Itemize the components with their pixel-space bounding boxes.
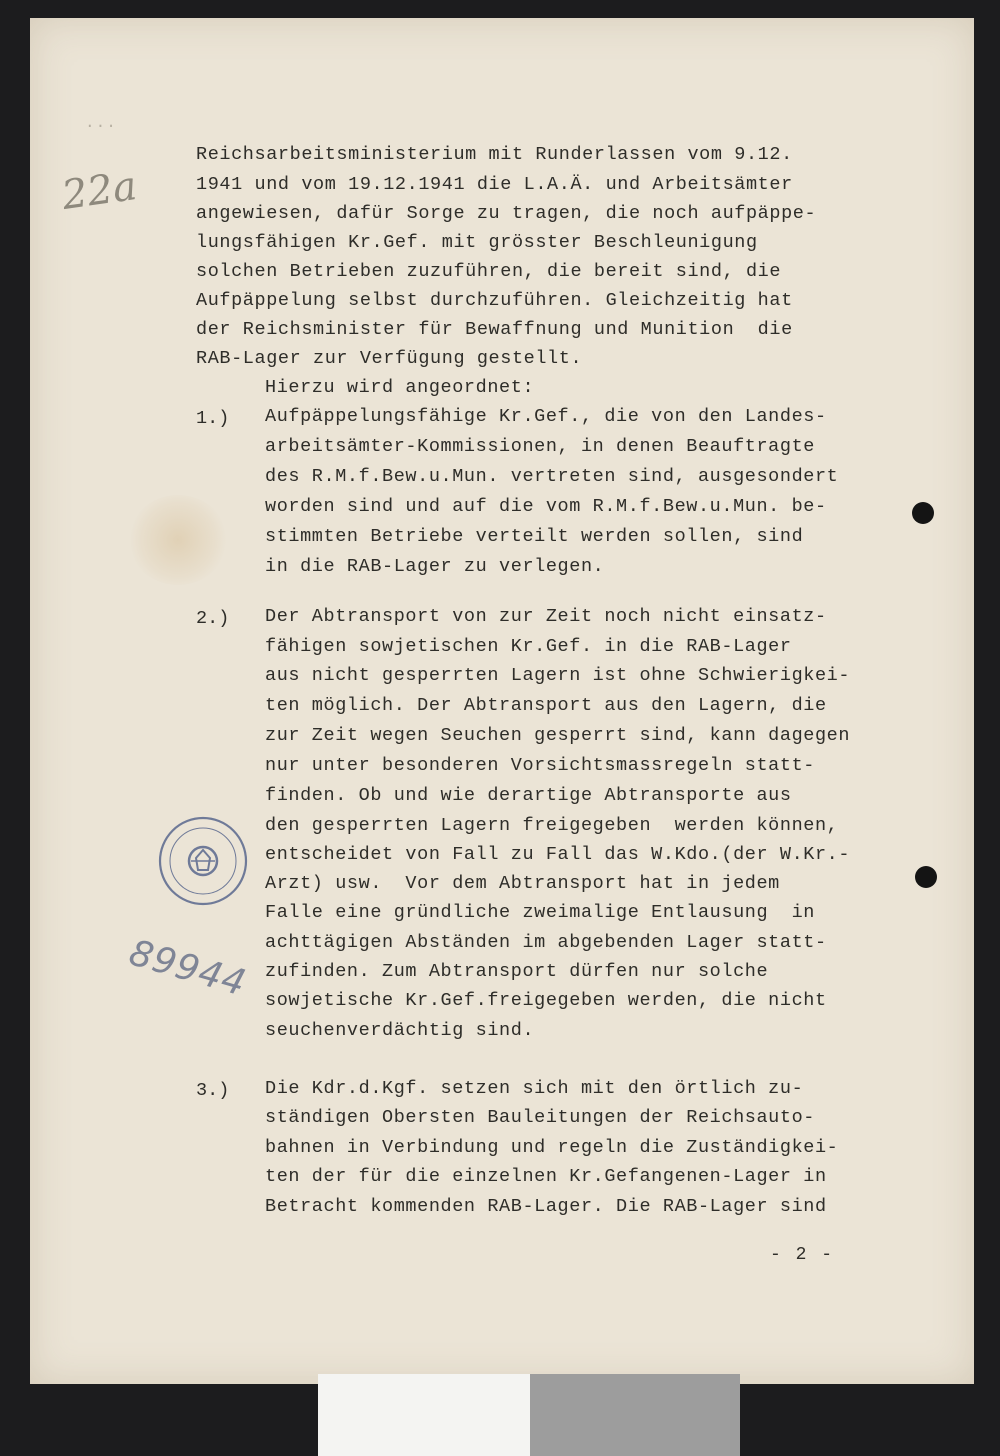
- item-line: Der Abtransport von zur Zeit noch nicht einsatz-: [265, 606, 827, 627]
- item-line: den gesperrten Lagern freigegeben werden können,: [265, 815, 839, 836]
- intro-line: solchen Betrieben zuzuführen, die bereit sind, die: [196, 261, 782, 282]
- intro-line: RAB-Lager zur Verfügung gestellt.: [196, 348, 583, 369]
- item-line: Die Kdr.d.Kgf. setzen sich mit den örtlich zu-: [265, 1078, 804, 1099]
- intro-line: 1941 und vom 19.12.1941 die L.A.Ä. und Arbeitsämter: [196, 174, 793, 195]
- item-line: aus nicht gesperrten Lagern ist ohne Schwierigkei-: [265, 665, 851, 686]
- item-line: Arzt) usw. Vor dem Abtransport hat in jedem: [265, 873, 780, 894]
- item-line: ten der für die einzelnen Kr.Gefangenen-Lager in: [265, 1166, 827, 1187]
- archive-stamp: [156, 814, 250, 908]
- intro-line: angewiesen, dafür Sorge zu tragen, die noch aufpäppe-: [196, 203, 817, 224]
- item-line: Aufpäppelungsfähige Kr.Gef., die von den Landes-: [265, 406, 827, 427]
- item-number: 2.): [196, 608, 230, 629]
- item-line: fähigen sowjetischen Kr.Gef. in die RAB-Lager: [265, 636, 792, 657]
- item-line: finden. Ob und wie derartige Abtransporte aus: [265, 785, 792, 806]
- handwritten-archive-number: 89944: [124, 932, 251, 1005]
- item-line: Falle eine gründliche zweimalige Entlausung in: [265, 902, 815, 923]
- item-line: entscheidet von Fall zu Fall das W.Kdo.(der W.Kr.-: [265, 844, 851, 865]
- intro-line: der Reichsminister für Bewaffnung und Munition die: [196, 319, 793, 340]
- scan-calibration-white: [318, 1374, 530, 1456]
- item-line: zur Zeit wegen Seuchen gesperrt sind, kann dagegen: [265, 725, 851, 746]
- item-line: bahnen in Verbindung und regeln die Zuständigkei-: [265, 1137, 839, 1158]
- item-number: 3.): [196, 1080, 230, 1101]
- intro-line: Aufpäppelung selbst durchzuführen. Gleichzeitig hat: [196, 290, 793, 311]
- punch-hole-bottom: [915, 866, 937, 888]
- intro-line: lungsfähigen Kr.Gef. mit grösster Beschleunigung: [196, 232, 758, 253]
- item-line: des R.M.f.Bew.u.Mun. vertreten sind, ausgesondert: [265, 466, 839, 487]
- item-line: sowjetische Kr.Gef.freigegeben werden, die nicht: [265, 990, 827, 1011]
- item-line: ständigen Obersten Bauleitungen der Reichsauto-: [265, 1107, 815, 1128]
- order-heading: Hierzu wird angeordnet:: [265, 377, 535, 398]
- scan-calibration-gray: [530, 1374, 740, 1456]
- item-line: in die RAB-Lager zu verlegen.: [265, 556, 605, 577]
- item-line: worden sind und auf die vom R.M.f.Bew.u.Mun. be-: [265, 496, 827, 517]
- item-line: arbeitsämter-Kommissionen, in denen Beauftragte: [265, 436, 815, 457]
- item-line: seuchenverdächtig sind.: [265, 1020, 535, 1041]
- item-line: Betracht kommenden RAB-Lager. Die RAB-Lager sind: [265, 1196, 827, 1217]
- page-number: - 2 -: [770, 1245, 835, 1265]
- item-line: stimmten Betriebe verteilt werden sollen, sind: [265, 526, 804, 547]
- item-number: 1.): [196, 408, 230, 429]
- item-line: zufinden. Zum Abtransport dürfen nur solche: [265, 961, 769, 982]
- paper-stain: [128, 495, 228, 585]
- item-line: nur unter besonderen Vorsichtsmassregeln statt-: [265, 755, 815, 776]
- intro-line: Reichsarbeitsministerium mit Runderlassen vom 9.12.: [196, 144, 793, 165]
- item-line: ten möglich. Der Abtransport aus den Lagern, die: [265, 695, 827, 716]
- item-line: achttägigen Abständen im abgebenden Lager statt-: [265, 932, 827, 953]
- faint-header-text: ...: [85, 114, 117, 132]
- punch-hole-top: [912, 502, 934, 524]
- handwritten-page-ref: 22a: [59, 163, 140, 219]
